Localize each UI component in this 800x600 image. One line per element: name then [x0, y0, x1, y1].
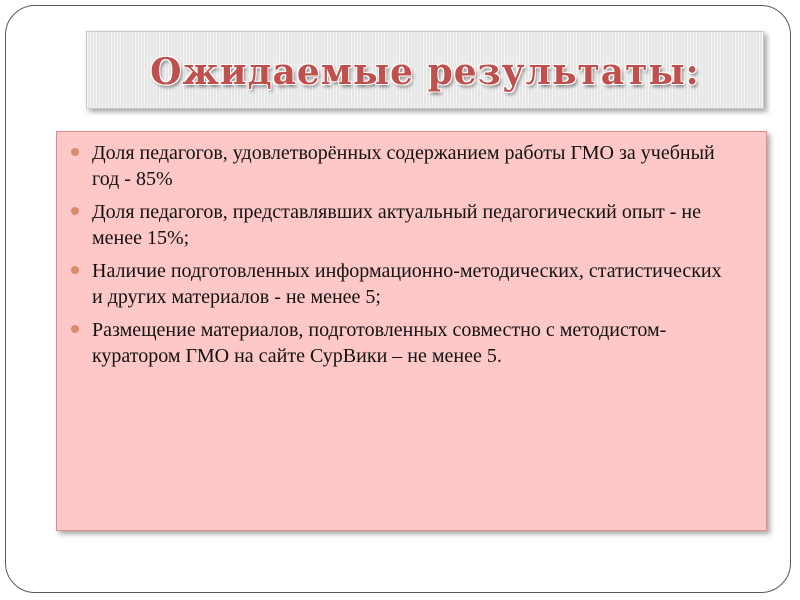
list-item	[71, 140, 736, 192]
list-item-text: Размещение материалов, подготовленных совместно с методистом-куратором ГМО на сайте СурВики – не менее 5.	[92, 319, 667, 367]
list-item	[71, 258, 736, 310]
content-box	[56, 131, 767, 531]
slide-frame	[5, 5, 791, 593]
slide-title: Ожидаемые результаты:	[150, 51, 700, 93]
list-item-text: Доля педагогов, представлявших актуальный педагогический опыт - не менее 15%;	[92, 201, 701, 249]
list-item	[71, 317, 736, 369]
list-item-text: Доля педагогов, удовлетворённых содержанием работы ГМО за учебный год - 85%	[92, 142, 715, 190]
list-item	[71, 199, 736, 251]
list-item-text: Наличие подготовленных информационно-методических, статистических и других материалов - не менее 5;	[92, 260, 722, 308]
bullet-icon	[71, 325, 79, 333]
bullet-icon	[71, 207, 79, 215]
bullet-list	[71, 140, 736, 369]
title-banner	[86, 31, 764, 109]
bullet-icon	[71, 148, 79, 156]
bullet-icon	[71, 266, 79, 274]
